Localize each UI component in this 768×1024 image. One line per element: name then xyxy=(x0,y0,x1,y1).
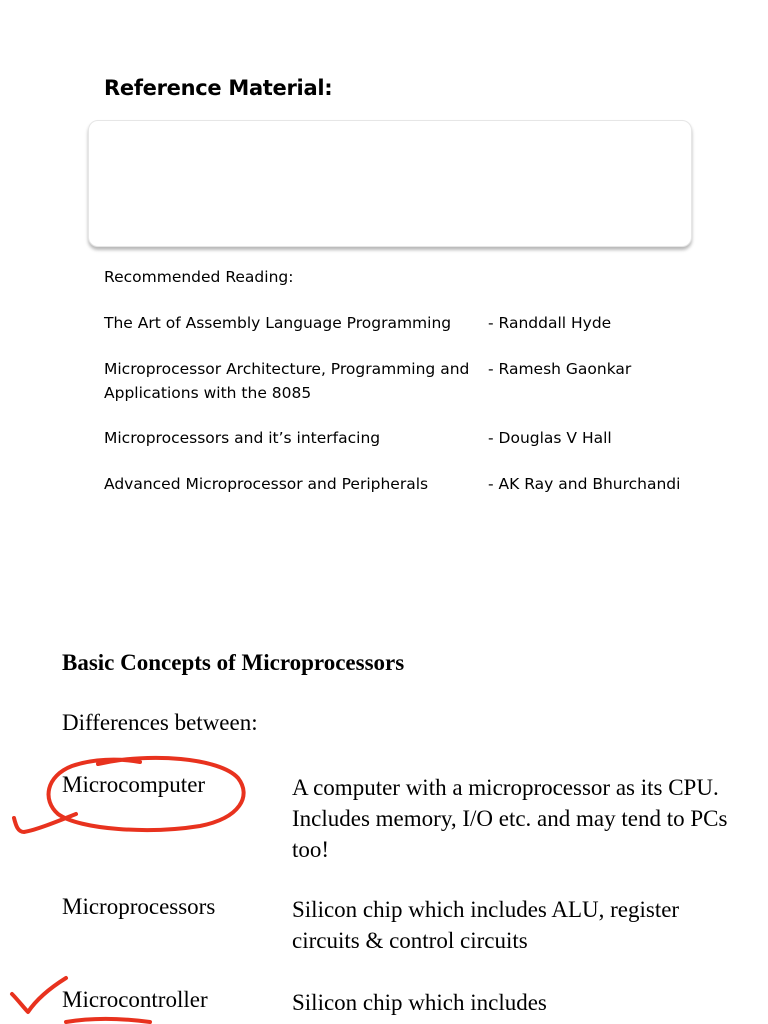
reference-material-heading: Reference Material: xyxy=(104,76,333,100)
definition-microcontroller: Silicon chip which includes xyxy=(292,990,547,1015)
term-microprocessors: Microprocessors xyxy=(62,894,216,919)
book-title: Advanced Microprocessor and Peripherals xyxy=(104,475,429,493)
book-title: Microprocessors and it’s interfacing xyxy=(104,429,381,447)
check-mark-annotation xyxy=(12,978,66,1012)
reference-material-box xyxy=(88,120,692,247)
book-title: The Art of Assembly Language Programming xyxy=(104,314,452,332)
underline-annotation xyxy=(66,1019,150,1022)
book-author: - Randdall Hyde xyxy=(488,314,612,332)
section-title: Basic Concepts of Microprocessors xyxy=(62,650,405,675)
definition-microcomputer: A computer with a microprocessor as its CPU. Includes memory, I/O etc. and may tend to PCs too! xyxy=(292,775,728,862)
definition-microprocessors: Silicon chip which includes ALU, register circuits & control circuits xyxy=(292,897,680,953)
book-title: Microprocessor Architecture, Programming and Applications with the 8085 xyxy=(104,360,470,402)
term-microcomputer: Microcomputer xyxy=(62,772,206,797)
book-author: - Douglas V Hall xyxy=(488,429,612,447)
check-mark-annotation xyxy=(14,814,76,832)
recommended-reading-heading: Recommended Reading: xyxy=(104,268,294,286)
term-microcontroller: Microcontroller xyxy=(62,987,208,1012)
book-author: - Ramesh Gaonkar xyxy=(488,360,632,378)
book-author: - AK Ray and Bhurchandi xyxy=(488,475,681,493)
differences-intro: Differences between: xyxy=(62,710,258,735)
